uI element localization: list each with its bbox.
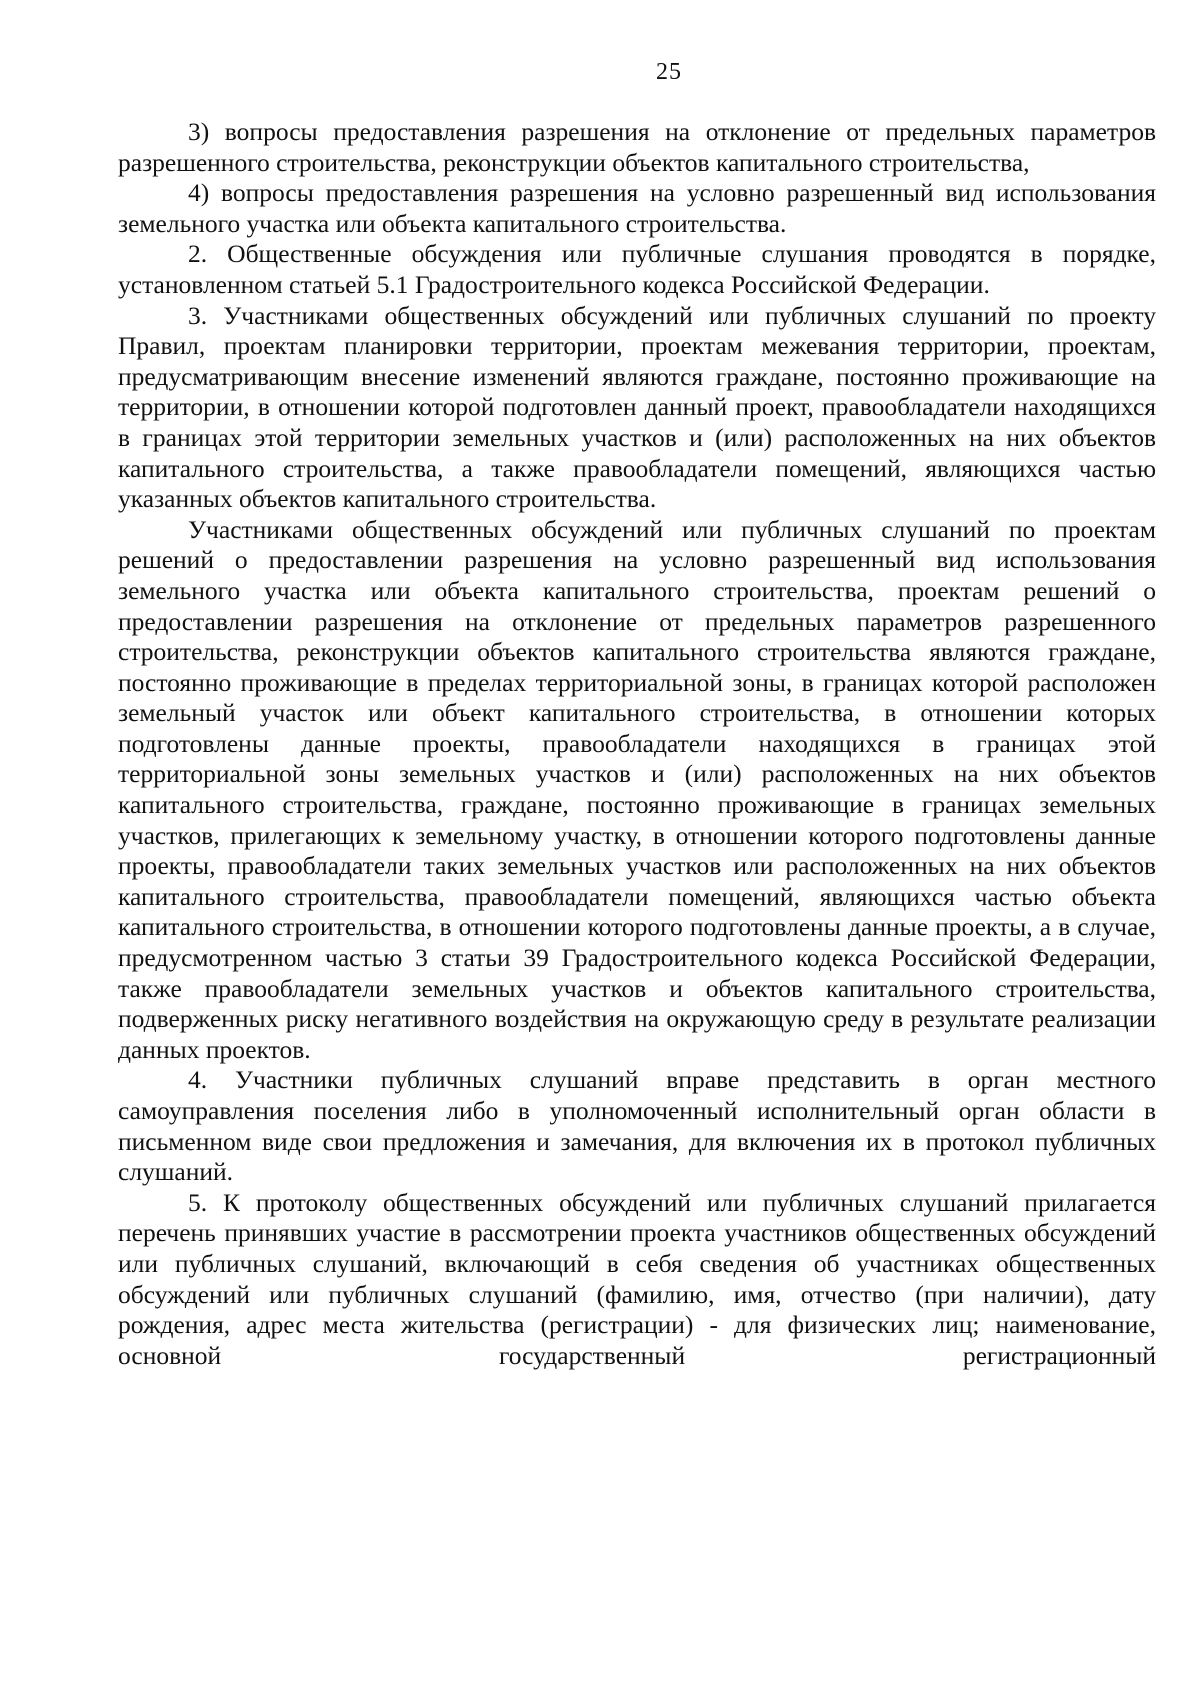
paragraph-item-4: 4) вопросы предоставления разрешения на условно разрешенный вид использования земельного участка или объекта капитального строительства. bbox=[118, 178, 1156, 238]
paragraph-3-continued: Участниками общественных обсуждений или публичных слушаний по проектам решений о предоставлении разрешения на условно разрешенный вид использования земельного участка или объекта капитального строительства, проектам решений о предоставлении разрешения на отклонение от предельных параметров разрешенного строительства, реконструкции объектов капитального строительства являются граждане, постоянно проживающие в пределах территориальной зоны, в границах которой расположен земельный участок или объект капитального строительства, в отношении которых подготовлены данные проекты, правообладатели находящихся в границах этой территориальной зоны земельных участков и (или) расположенных на них объектов капитального строительства, граждане, постоянно проживающие в границах земельных участков, прилегающих к земельному участку, в отношении которого подготовлены данные проекты, правообладатели таких земельных участков или расположенных на них объектов капитального строительства, правообладатели помещений, являющихся частью объекта капитального строительства, в отношении которого подготовлены данные проекты, а в случае, предусмотренном частью 3 статьи 39 Градостроительного кодекса Российской Федерации, также правообладатели земельных участков и объектов капитального строительства, подверженных риску негативного воздействия на окружающую среду в результате реализации данных проектов. bbox=[118, 514, 1156, 1064]
paragraph-5: 5. К протоколу общественных обсуждений или публичных слушаний прилагается перечень принявших участие в рассмотрении проекта участников общественных обсуждений или публичных слушаний, включающий в себя сведения об участниках общественных обсуждений или публичных слушаний (фамилию, имя, отчество (при наличии), дату рождения, адрес места жительства (регистрации) - для физических лиц; наименование, основной государственный регистрационный bbox=[118, 1187, 1156, 1370]
document-body bbox=[118, 117, 1156, 1371]
page-number: 25 bbox=[656, 59, 682, 85]
paragraph-3: 3. Участниками общественных обсуждений или публичных слушаний по проекту Правил, проектам планировки территории, проектам межевания территории, проектам, предусматривающим внесение изменений являются граждане, постоянно проживающие на территории, в отношении которой подготовлен данный проект, правообладатели находящихся в границах этой территории земельных участков и (или) расположенных на них объектов капитального строительства, а также правообладатели помещений, являющихся частью указанных объектов капитального строительства. bbox=[118, 300, 1156, 514]
paragraph-item-3: 3) вопросы предоставления разрешения на отклонение от предельных параметров разрешенного строительства, реконструкции объектов капитального строительства, bbox=[118, 117, 1156, 177]
paragraph-2: 2. Общественные обсуждения или публичные слушания проводятся в порядке, установленном статьей 5.1 Градостроительного кодекса Российской Федерации. bbox=[118, 239, 1156, 299]
paragraph-4: 4. Участники публичных слушаний вправе представить в орган местного самоуправления поселения либо в уполномоченный исполнительный орган области в письменном виде свои предложения и замечания, для включения их в протокол публичных слушаний. bbox=[118, 1065, 1156, 1187]
